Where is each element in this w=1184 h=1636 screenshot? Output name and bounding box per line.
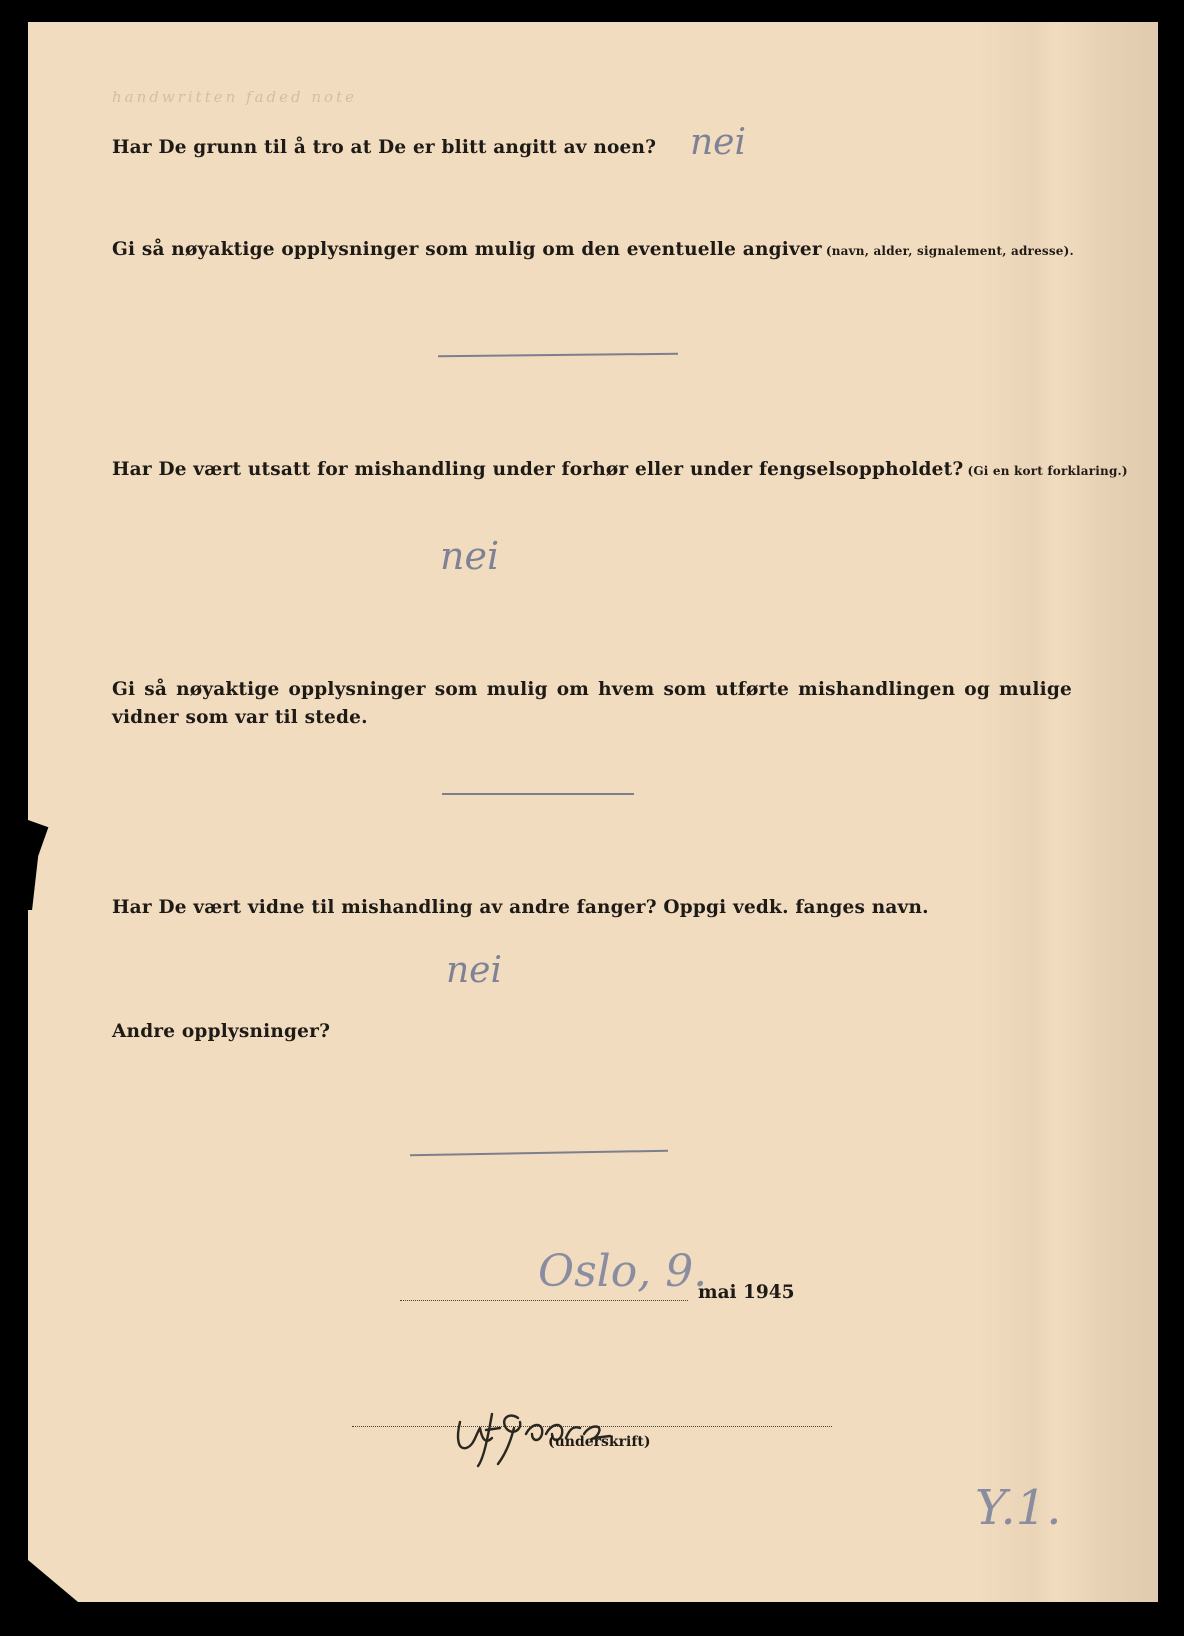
answer-witness: nei	[446, 950, 503, 991]
answer-mishandling: nei	[440, 534, 500, 578]
date-printed: mai 1945	[698, 1282, 795, 1303]
question-mishandling-text: Har De vært utsatt for mishandling under forhør eller under fengselsoppholdet?	[112, 459, 964, 480]
faded-margin-note: handwritten faded note	[112, 88, 357, 106]
question-angiver-note: (navn, alder, signalement, adresse).	[825, 244, 1074, 258]
question-angiver-text: Gi så nøyaktige opplysninger som mulig om den eventuelle angiver	[112, 239, 822, 260]
question-perpetrator: Gi så nøyaktige opplysninger som mulig om hvem som utførte mishandlingen og mulige vidner som var til stede.	[112, 679, 1072, 728]
question-other-info: Andre opplysninger?	[112, 1021, 331, 1042]
signature-label: (underskrift)	[548, 1434, 651, 1450]
corner-handwritten-mark: Y.1.	[975, 1480, 1062, 1536]
blank-line-perpetrator	[442, 793, 634, 795]
place-date-handwritten: Oslo, 9.	[538, 1246, 708, 1297]
question-angitt: Har De grunn til å tro at De er blitt angitt av noen?	[112, 137, 657, 158]
question-angiver-details	[112, 236, 1074, 265]
question-mishandling-note: (Gi en kort forklaring.)	[967, 464, 1128, 478]
answer-angitt: nei	[690, 122, 747, 163]
place-date-line	[400, 1300, 688, 1301]
question-mishandling	[112, 456, 1128, 485]
question-witness: Har De vært vidne til mishandling av andre fanger? Oppgi vedk. fanges navn.	[112, 897, 929, 918]
handwritten-signature	[448, 1388, 651, 1468]
